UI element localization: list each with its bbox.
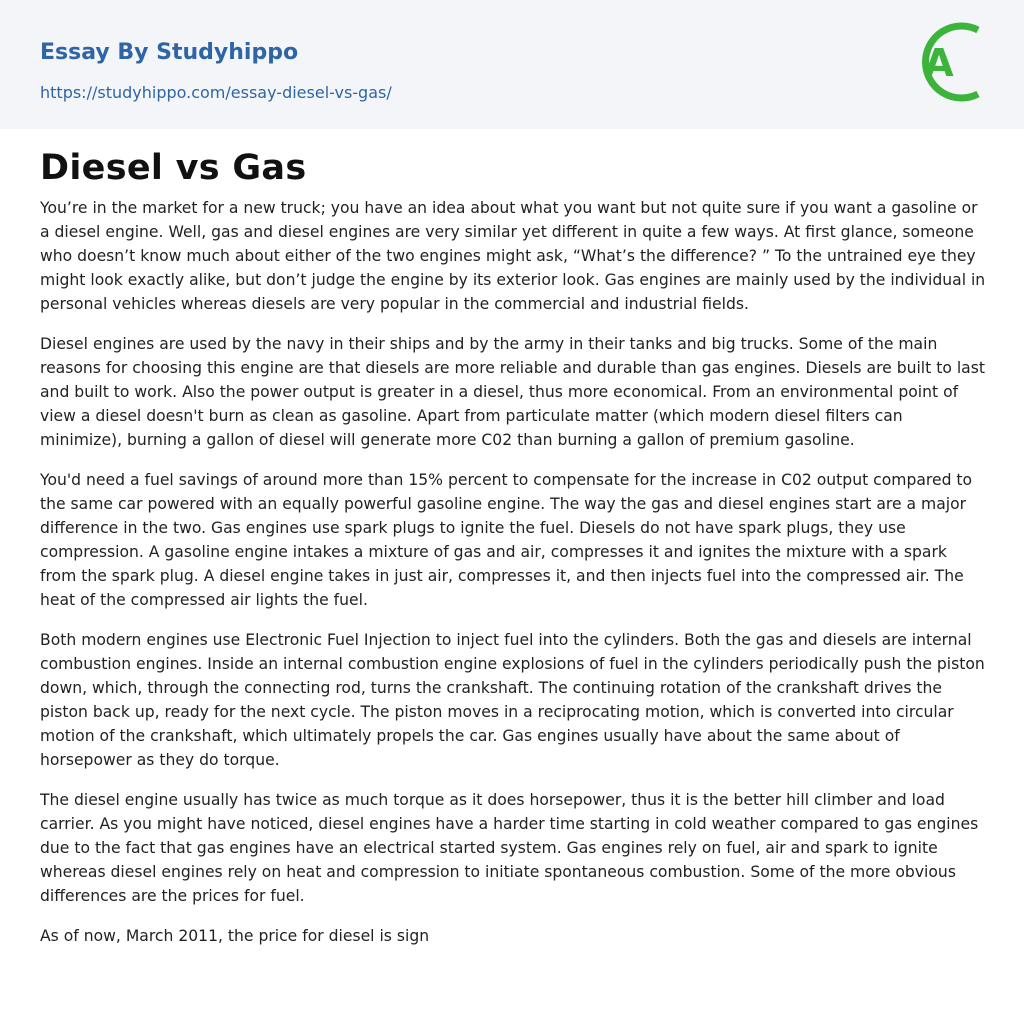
logo-letter: A bbox=[924, 41, 954, 85]
brand-title[interactable]: Essay By Studyhippo bbox=[40, 40, 299, 65]
paragraph: You'd need a fuel savings of around more than 15% percent to compensate for the increase in C02 output compared to the same car powered with an equally powerful gasoline engine. The way the gas and diesel engines start are a major difference in the two. Gas engines use spark plugs to ignite the fuel. Diesels do not have spark plugs, they use compression. A gasoline engine intakes a mixture of gas and air, compresses it and ignites the mixture with a spark from the spark plug. A diesel engine takes in just air, compresses it, and then injects fuel into the compressed air. The heat of the compressed air lights the fuel. bbox=[40, 471, 973, 609]
paragraph: Both modern engines use Electronic Fuel Injection to inject fuel into the cylinders. Both the gas and diesels are internal combustion engines. Inside an internal combustion engine explosions of fuel in the cylinders periodically push the piston down, which, through the connecting rod, turns the crankshaft. The continuing rotation of the crankshaft drives the piston back up, ready for the next cycle. The piston moves in a reciprocating motion, which is converted into circular motion of the crankshaft, which ultimately propels the car. Gas engines usually have about the same about of horsepower as they do torque. bbox=[40, 631, 985, 769]
site-header bbox=[0, 0, 1024, 129]
paragraph: You’re in the market for a new truck; you have an idea about what you want but not quite sure if you want a gasoline or a diesel engine. Well, gas and diesel engines are very similar yet different in quite a few ways. At first glance, someone who doesn’t know much about either of the two engines might ask, “What’s the difference? ” To the untrained eye they might look exactly alike, but don’t judge the engine by its exterior look. Gas engines are mainly used by the individual in personal vehicles whereas diesels are very popular in the commercial and industrial fields. bbox=[40, 199, 986, 313]
page-title: Diesel vs Gas bbox=[40, 148, 307, 188]
essay-url-link[interactable]: https://studyhippo.com/essay-diesel-vs-gas/ bbox=[40, 83, 392, 102]
paragraph-truncated: As of now, March 2011, the price for diesel is sign bbox=[40, 927, 430, 945]
paragraph: The diesel engine usually has twice as much torque as it does horsepower, thus it is the better hill climber and load carrier. As you might have noticed, diesel engines have a harder time starting in cold weather compared to gas engines due to the fact that gas engines have an electrical started system. Gas engines rely on fuel, air and spark to ignite whereas diesel engines rely on heat and compression to initiate spontaneous combustion. Some of the more obvious differences are the prices for fuel. bbox=[40, 791, 979, 905]
paragraph: Diesel engines are used by the navy in their ships and by the army in their tanks and big trucks. Some of the main reasons for choosing this engine are that diesels are more reliable and durable than gas engines. Diesels are built to last and built to work. Also the power output is greater in a diesel, thus more economical. From an environmental point of view a diesel doesn't burn as clean as gasoline. Apart from particulate matter (which modern diesel filters can minimize), burning a gallon of diesel will generate more C02 than burning a gallon of premium gasoline. bbox=[40, 335, 985, 449]
article bbox=[40, 146, 986, 964]
studyhippo-logo-icon[interactable] bbox=[910, 18, 988, 106]
